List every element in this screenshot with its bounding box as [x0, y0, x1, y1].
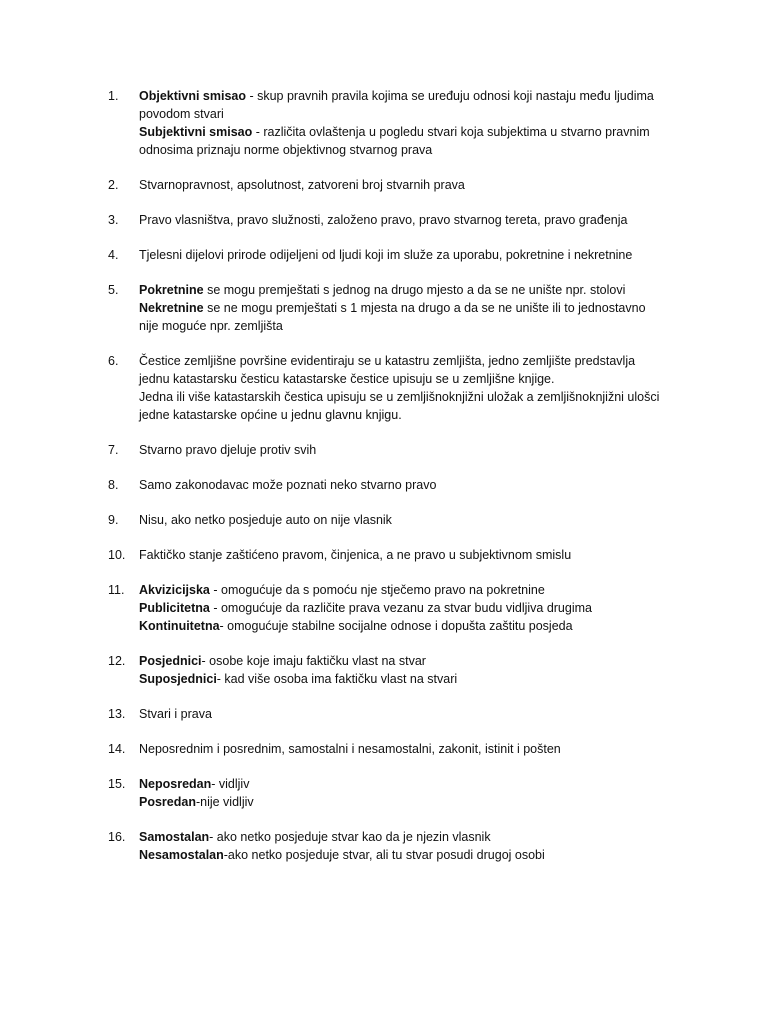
- line-text: - vidljiv: [211, 777, 250, 791]
- term-label: Suposjednici: [139, 672, 217, 686]
- item-line: [139, 352, 708, 370]
- item-line: [139, 87, 708, 105]
- item-body: [139, 176, 708, 194]
- line-text: Pravo vlasništva, pravo služnosti, založeno pravo, pravo stvarnog tereta, pravo građenja: [139, 213, 628, 227]
- line-text: Stvarno pravo djeluje protiv svih: [139, 443, 317, 457]
- item-line: [139, 317, 708, 335]
- line-text: se ne mogu premještati s 1 mjesta na drugo a da se ne unište ili to jednostavno: [203, 301, 646, 315]
- line-text: Faktičko stanje zaštićeno pravom, činjenica, a ne pravo u subjektivnom smislu: [139, 548, 572, 562]
- line-text: se mogu premještati s jednog na drugo mjesto a da se ne unište npr. stolovi: [203, 283, 626, 297]
- term-label: Publicitetna: [139, 601, 210, 615]
- item-body: [139, 246, 708, 264]
- item-line: [139, 511, 708, 529]
- list-item: [108, 828, 708, 864]
- term-label: Objektivni smisao: [139, 89, 246, 103]
- term-label: Pokretnine: [139, 283, 204, 297]
- item-body: [139, 281, 708, 335]
- line-text: - različita ovlaštenja u pogledu stvari koja subjektima u stvarno pravnim: [252, 125, 650, 139]
- item-body: [139, 652, 708, 688]
- line-text: Čestice zemljišne površine evidentiraju se u katastru zemljišta, jedno zemljište predstavlja: [139, 354, 636, 368]
- line-text: - omogućuje da s pomoću nje stječemo pravo na pokretnine: [209, 583, 545, 597]
- list-item: [108, 581, 708, 635]
- line-text: - kad više osoba ima faktičku vlast na stvari: [216, 672, 458, 686]
- list-item: [108, 87, 708, 159]
- list-item: [108, 775, 708, 811]
- item-number: 8.: [108, 478, 119, 492]
- line-text: - osobe koje imaju faktičku vlast na stvar: [201, 654, 426, 668]
- line-text: nije moguće npr. zemljišta: [139, 319, 283, 333]
- item-number: 7.: [108, 443, 119, 457]
- term-label: Nekretnine: [139, 301, 204, 315]
- line-text: - ako netko posjeduje stvar kao da je njezin vlasnik: [209, 830, 491, 844]
- list-item: [108, 476, 708, 494]
- item-body: [139, 775, 708, 811]
- item-number: 1.: [108, 89, 119, 103]
- item-number: 11.: [108, 583, 125, 597]
- line-text: Stvari i prava: [139, 707, 212, 721]
- line-text: jedne katastarske općine u jednu glavnu knjigu.: [139, 408, 402, 422]
- line-text: Stvarnopravnost, apsolutnost, zatvoreni broj stvarnih prava: [139, 178, 465, 192]
- item-number: 12.: [108, 654, 126, 668]
- item-line: [139, 105, 708, 123]
- list-item: [108, 740, 708, 758]
- item-line: [139, 740, 708, 758]
- item-number: 6.: [108, 354, 119, 368]
- line-text: Nisu, ako netko posjeduje auto on nije vlasnik: [139, 513, 392, 527]
- item-line: [139, 141, 708, 159]
- item-number: 9.: [108, 513, 119, 527]
- term-label: Kontinuitetna: [139, 619, 220, 633]
- item-line: [139, 281, 708, 299]
- item-number: 5.: [108, 283, 119, 297]
- item-body: [139, 211, 708, 229]
- item-body: [139, 581, 708, 635]
- item-line: [139, 793, 708, 811]
- list-item: [108, 246, 708, 264]
- item-line: [139, 299, 708, 317]
- item-line: [139, 846, 708, 864]
- line-text: jednu katastarsku česticu katastarske čestice upisuju se u zemljišne knjige.: [139, 372, 555, 386]
- item-line: [139, 670, 708, 688]
- item-line: [139, 123, 708, 141]
- line-text: Samo zakonodavac može poznati neko stvarno pravo: [139, 478, 437, 492]
- term-label: Samostalan: [139, 830, 210, 844]
- item-body: [139, 546, 708, 564]
- item-line: [139, 370, 708, 388]
- line-text: - omogućuje da različite prava vezanu za stvar budu vidljiva drugima: [209, 601, 592, 615]
- line-text: povodom stvari: [139, 107, 224, 121]
- term-label: Subjektivni smisao: [139, 125, 253, 139]
- line-text: Tjelesni dijelovi prirode odijeljeni od ljudi koji im služe za uporabu, pokretnine i nekretnine: [139, 248, 633, 262]
- item-line: [139, 388, 708, 406]
- item-number: 4.: [108, 248, 119, 262]
- item-line: [139, 246, 708, 264]
- item-line: [139, 705, 708, 723]
- list-item: [108, 281, 708, 335]
- line-text: Jedna ili više katastarskih čestica upisuju se u zemljišnoknjižni uložak a zemljišnoknjižni ulošci: [139, 390, 660, 404]
- item-number: 14.: [108, 742, 126, 756]
- term-label: Posredan: [139, 795, 196, 809]
- item-number: 16.: [108, 830, 126, 844]
- list-item: [108, 352, 708, 424]
- line-text: Neposrednim i posrednim, samostalni i nesamostalni, zakonit, istinit i pošten: [139, 742, 561, 756]
- list-item: [108, 176, 708, 194]
- item-body: [139, 511, 708, 529]
- term-label: Neposredan: [139, 777, 212, 791]
- item-line: [139, 441, 708, 459]
- list-item: [108, 211, 708, 229]
- list-item: [108, 546, 708, 564]
- line-text: - omogućuje stabilne socijalne odnose i dopušta zaštitu posjeda: [219, 619, 573, 633]
- item-body: [139, 352, 708, 424]
- item-line: [139, 775, 708, 793]
- item-line: [139, 599, 708, 617]
- item-number: 3.: [108, 213, 119, 227]
- item-body: [139, 87, 708, 159]
- item-body: [139, 740, 708, 758]
- list-item: [108, 441, 708, 459]
- item-line: [139, 581, 708, 599]
- item-number: 13.: [108, 707, 126, 721]
- list-item: [108, 511, 708, 529]
- item-line: [139, 652, 708, 670]
- item-line: [139, 211, 708, 229]
- item-line: [139, 176, 708, 194]
- item-line: [139, 617, 708, 635]
- term-label: Nesamostalan: [139, 848, 224, 862]
- item-line: [139, 476, 708, 494]
- list-item: [108, 705, 708, 723]
- item-line: [139, 546, 708, 564]
- item-number: 15.: [108, 777, 126, 791]
- item-body: [139, 476, 708, 494]
- list-item: [108, 652, 708, 688]
- item-body: [139, 705, 708, 723]
- item-line: [139, 828, 708, 846]
- item-line: [139, 406, 708, 424]
- item-number: 10.: [108, 548, 126, 562]
- line-text: -ako netko posjeduje stvar, ali tu stvar posudi drugoj osobi: [223, 848, 545, 862]
- item-body: [139, 441, 708, 459]
- numbered-answer-list: [108, 87, 708, 864]
- line-text: -nije vidljiv: [195, 795, 254, 809]
- term-label: Posjednici: [139, 654, 202, 668]
- line-text: odnosima priznaju norme objektivnog stvarnog prava: [139, 143, 433, 157]
- line-text: - skup pravnih pravila kojima se uređuju odnosi koji nastaju među ljudima: [245, 89, 654, 103]
- item-number: 2.: [108, 178, 119, 192]
- item-body: [139, 828, 708, 864]
- term-label: Akvizicijska: [139, 583, 210, 597]
